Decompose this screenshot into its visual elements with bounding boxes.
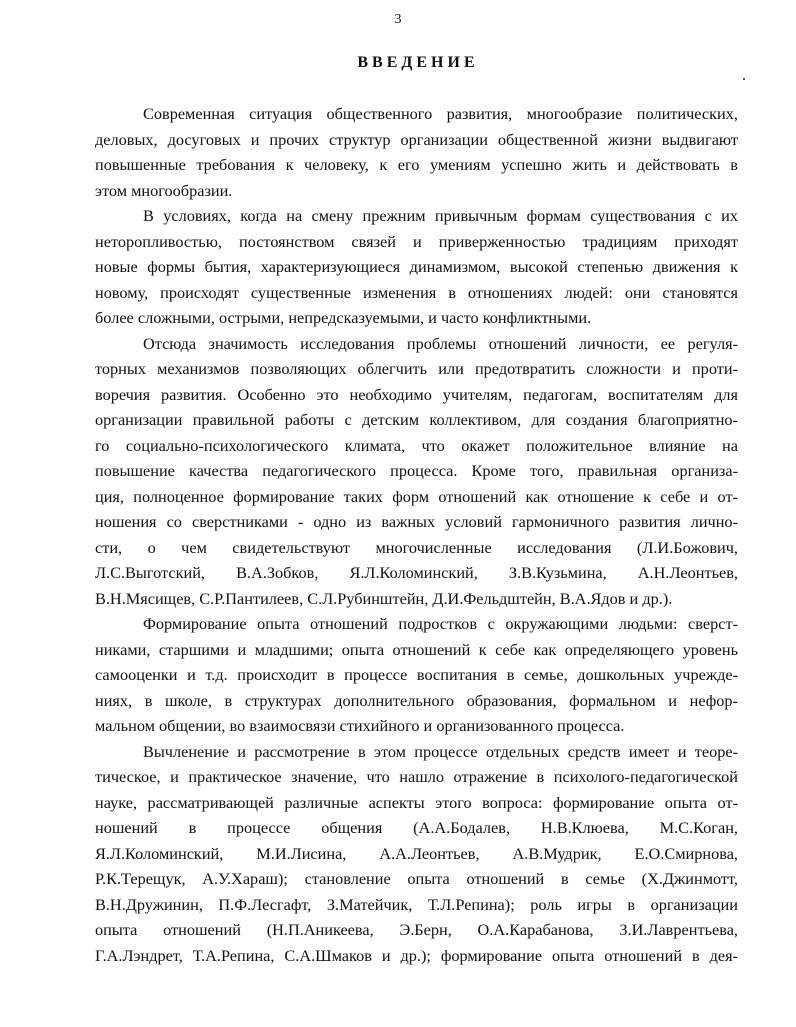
page-heading: ВВЕДЕНИЕ — [357, 54, 479, 71]
text-line: Я.Л.Коломинский, М.И.Лисина, А.А.Леонтьев, А.В.Мудрик, Е.О.Смирнова, — [95, 843, 738, 863]
text-line: Современная ситуация общественного развития, многообразие политических, — [143, 104, 738, 123]
text-line: ношения со сверстниками - одно из важных условий гармоничного развития лично- — [95, 512, 738, 531]
text-line: ция, полноценное формирование таких форм отношений как отношение к себе и от- — [95, 486, 738, 506]
text-line: Отсюда значимость исследования проблемы отношений личности, ее регуля- — [143, 333, 738, 353]
text-line: В условиях, когда на смену прежним привычным формам существования с их — [143, 206, 738, 225]
text-line: Формирование опыта отношений подростков с окружающими людьми: сверст- — [143, 614, 738, 633]
text-line: ношений в процессе общения (А.А.Бодалев, Н.В.Клюева, М.С.Коган, — [95, 818, 738, 837]
text-line: этом многообразии. — [95, 180, 233, 200]
text-line: новому, происходят существенные изменения в отношениях людей: они становятся — [95, 282, 738, 302]
text-line: Р.К.Терещук, А.У.Хараш); становление опыта отношений в семье (Х.Джинмотт, — [95, 869, 738, 888]
text-line: повышенные требования к человеку, к его умениям успешно жить и действовать в — [95, 155, 738, 174]
paragraph-2 — [95, 203, 738, 331]
text-line: новые формы бытия, характеризующиеся динамизмом, высокой степенью движения к — [95, 257, 738, 276]
text-line: неторопливостью, постоянством связей и приверженностью традициям приходят — [95, 231, 738, 251]
text-line: сти, о чем свидетельствуют многочисленные исследования (Л.И.Божович, — [95, 537, 738, 557]
paragraph-5 — [95, 739, 738, 969]
paragraph-4 — [95, 611, 738, 739]
text-line: Вычленение и рассмотрение в этом процессе отдельных средств имеет и теоре- — [143, 741, 738, 761]
text-line: го социально-психологического климата, что окажет положительное влияние на — [95, 435, 738, 455]
text-line: тическое, и практическое значение, что нашло отражение в психолого-педагогической — [95, 767, 738, 786]
text-line: воречия развития. Особенно это необходимо учителям, педагогам, воспитателям для — [95, 384, 738, 404]
text-line: ниях, в школе, в структурах дополнительного образования, формальном и нефор- — [95, 690, 738, 710]
scan-artifact — [743, 78, 745, 80]
document-body — [95, 101, 738, 968]
text-line: организации правильной работы с детским коллективом, для создания благоприятно- — [95, 410, 738, 429]
text-line: В.Н.Мясищев, С.Р.Пантилеев, С.Л.Рубинштейн, Д.И.Фельдштейн, В.А.Ядов и др.). — [95, 588, 673, 608]
text-line: самооценки и т.д. происходит в процессе воспитания в семье, дошкольных учрежде- — [95, 665, 738, 684]
text-line: опыта отношений (Н.П.Аникеева, Э.Берн, О.А.Карабанова, З.И.Лаврентьева, — [95, 920, 738, 939]
text-line: Л.С.Выготский, В.А.Зобков, Я.Л.Коломинский, З.В.Кузьмина, А.Н.Леонтьев, — [95, 563, 738, 582]
text-line: деловых, досуговых и прочих структур организации общественной жизни выдвигают — [95, 129, 738, 149]
paragraph-3 — [95, 331, 738, 612]
text-line: В.Н.Дружинин, П.Ф.Лесгафт, З.Матейчик, Т.Л.Репина); роль игры в организации — [95, 894, 738, 914]
text-line: повышение качества педагогического процесса. Кроме того, правильная организа- — [95, 461, 738, 480]
page-number: 3 — [394, 12, 402, 27]
text-line: науке, рассматривающей различные аспекты этого вопроса: формирование опыта от- — [95, 792, 738, 812]
text-line: торных механизмов позволяющих облегчить или предотвратить сложности и проти- — [95, 359, 738, 378]
paragraph-1 — [95, 101, 738, 203]
text-line: никами, старшими и младшими; опыта отношений к себе как определяющего уровень — [95, 639, 738, 659]
text-line: Г.А.Лэндрет, Т.А.Репина, С.А.Шмаков и др.); формирование опыта отношений в дея- — [95, 945, 738, 965]
text-line: мальном общении, во взаимосвязи стихийного и организованного процесса. — [95, 716, 625, 735]
text-line: более сложными, острыми, непредсказуемыми, и часто конфликтными. — [95, 308, 592, 327]
